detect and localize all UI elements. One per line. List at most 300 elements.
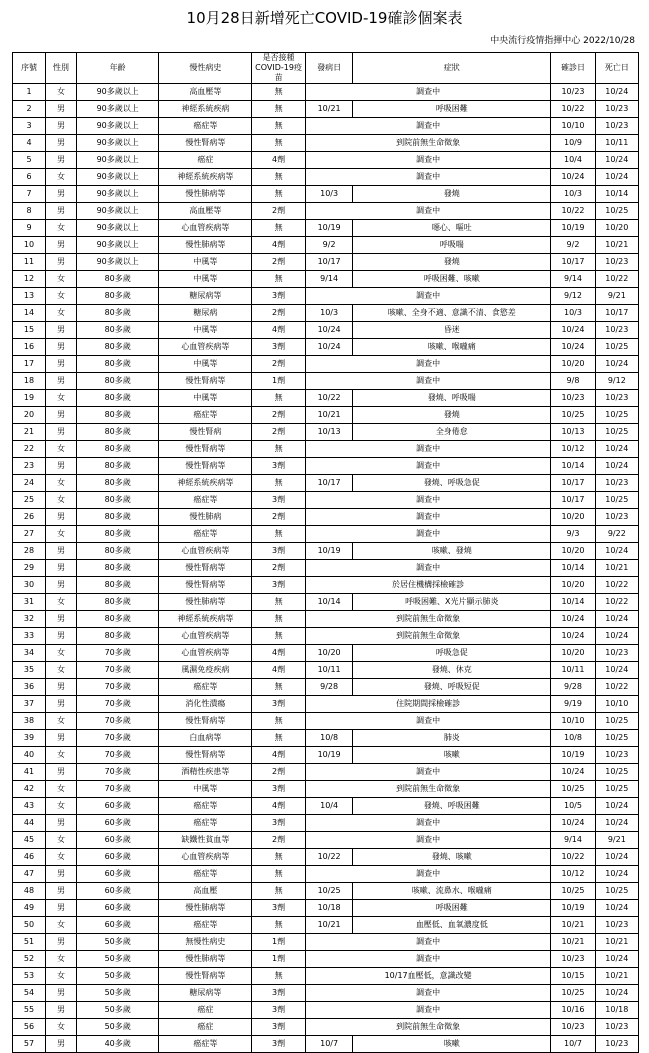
cell-sex: 男 [46,696,77,713]
cell-confirm-date: 9/8 [551,373,595,390]
table-row [13,220,639,237]
cell-confirm-date: 9/19 [551,696,595,713]
cell-serial: 9 [13,220,46,237]
cell-age: 50多歲 [76,1019,159,1036]
cell-death-date: 10/22 [595,577,638,594]
cell-vaccine: 1劑 [252,951,306,968]
cell-symptoms: 發燒、呼吸短促 [353,679,551,696]
cell-sex: 男 [46,611,77,628]
cell-sex: 女 [46,271,77,288]
cell-sex: 女 [46,917,77,934]
cell-age: 80多歲 [76,424,159,441]
cell-vaccine: 3劑 [252,1019,306,1036]
table-row [13,152,639,169]
cell-history: 高血壓等 [159,84,252,101]
cell-death-date: 9/12 [595,373,638,390]
cell-sex: 男 [46,135,77,152]
cell-age: 80多歲 [76,407,159,424]
cell-death-date: 10/22 [595,679,638,696]
cell-history: 慢性肺病等 [159,900,252,917]
cell-serial: 8 [13,203,46,220]
cell-sex: 男 [46,152,77,169]
cell-confirm-date: 9/3 [551,526,595,543]
cell-confirm-date: 10/12 [551,866,595,883]
cell-age: 80多歲 [76,322,159,339]
cell-symptoms: 到院前無生命徵象 [305,611,550,628]
cell-serial: 2 [13,101,46,118]
table-row [13,339,639,356]
cell-confirm-date: 10/20 [551,509,595,526]
cell-serial: 19 [13,390,46,407]
table-row [13,526,639,543]
cell-serial: 22 [13,441,46,458]
table-row [13,101,639,118]
cell-death-date: 10/24 [595,152,638,169]
cell-vaccine: 無 [252,594,306,611]
table-row [13,186,639,203]
cell-serial: 32 [13,611,46,628]
cell-history: 慢性腎病等 [159,577,252,594]
cell-confirm-date: 10/14 [551,560,595,577]
cell-age: 70多歲 [76,747,159,764]
cell-death-date: 10/23 [595,475,638,492]
cell-age: 70多歲 [76,713,159,730]
cell-onset: 10/17 [305,254,352,271]
cell-onset: 10/14 [305,594,352,611]
cell-history: 缺鐵性貧血等 [159,832,252,849]
cell-confirm-date: 9/28 [551,679,595,696]
cell-symptoms: 調查中 [305,288,550,305]
cell-death-date: 10/24 [595,458,638,475]
cell-confirm-date: 10/19 [551,900,595,917]
cell-symptoms: 調查中 [305,169,550,186]
cell-history: 癌症 [159,1019,252,1036]
cell-age: 80多歲 [76,339,159,356]
cell-age: 80多歲 [76,526,159,543]
cell-vaccine: 無 [252,84,306,101]
cell-age: 80多歲 [76,271,159,288]
cell-age: 50多歲 [76,934,159,951]
cell-death-date: 10/24 [595,611,638,628]
cell-death-date: 10/24 [595,356,638,373]
cell-confirm-date: 10/25 [551,781,595,798]
cell-confirm-date: 10/17 [551,492,595,509]
cell-history: 癌症等 [159,407,252,424]
cell-sex: 女 [46,475,77,492]
cell-death-date: 10/24 [595,900,638,917]
cell-onset: 10/22 [305,849,352,866]
cell-death-date: 9/22 [595,526,638,543]
cell-symptoms: 昏迷 [353,322,551,339]
cell-vaccine: 3劑 [252,288,306,305]
cell-serial: 26 [13,509,46,526]
cell-serial: 34 [13,645,46,662]
cell-sex: 男 [46,883,77,900]
cell-serial: 28 [13,543,46,560]
cell-age: 90多歲以上 [76,186,159,203]
cell-age: 60多歲 [76,849,159,866]
table-row [13,594,639,611]
cell-sex: 女 [46,390,77,407]
cell-vaccine: 3劑 [252,781,306,798]
cell-confirm-date: 10/3 [551,186,595,203]
cell-vaccine: 2劑 [252,407,306,424]
cell-serial: 16 [13,339,46,356]
cell-sex: 男 [46,186,77,203]
cell-death-date: 10/25 [595,424,638,441]
cell-symptoms: 調查中 [305,560,550,577]
cell-serial: 1 [13,84,46,101]
cell-symptoms: 調查中 [305,509,550,526]
cell-symptoms: 調查中 [305,373,550,390]
cell-symptoms: 咳嗽、發燒 [353,543,551,560]
cell-confirm-date: 10/17 [551,475,595,492]
cell-sex: 女 [46,781,77,798]
cell-history: 白血病等 [159,730,252,747]
cell-vaccine: 2劑 [252,305,306,322]
cell-death-date: 10/24 [595,543,638,560]
table-row [13,322,639,339]
cell-onset: 10/4 [305,798,352,815]
cell-confirm-date: 10/24 [551,169,595,186]
cell-death-date: 10/24 [595,84,638,101]
cell-sex: 女 [46,798,77,815]
cell-symptoms: 咳嗽 [353,1036,551,1053]
cell-onset: 9/28 [305,679,352,696]
cell-serial: 6 [13,169,46,186]
cell-confirm-date: 10/23 [551,390,595,407]
cell-vaccine: 3劑 [252,1036,306,1053]
cell-confirm-date: 10/20 [551,577,595,594]
table-row [13,118,639,135]
table-row [13,135,639,152]
cell-death-date: 10/24 [595,798,638,815]
cell-vaccine: 3劑 [252,339,306,356]
cell-onset: 10/11 [305,662,352,679]
cell-vaccine: 無 [252,917,306,934]
cell-age: 80多歲 [76,594,159,611]
cell-symptoms: 發燒 [353,407,551,424]
cell-symptoms: 呼吸困難 [353,900,551,917]
table-row [13,849,639,866]
cell-history: 中風等 [159,390,252,407]
cell-symptoms: 調查中 [305,203,550,220]
table-row [13,679,639,696]
cell-sex: 女 [46,951,77,968]
cell-death-date: 10/23 [595,390,638,407]
cell-history: 慢性腎病等 [159,747,252,764]
cell-death-date: 9/21 [595,832,638,849]
cell-confirm-date: 9/14 [551,271,595,288]
cell-serial: 37 [13,696,46,713]
table-body [13,84,639,1053]
cell-death-date: 10/25 [595,764,638,781]
cell-vaccine: 3劑 [252,1002,306,1019]
cell-sex: 男 [46,373,77,390]
cell-onset: 10/3 [305,186,352,203]
cell-serial: 20 [13,407,46,424]
cell-age: 70多歲 [76,696,159,713]
table-row [13,815,639,832]
cell-onset: 10/13 [305,424,352,441]
cell-sex: 女 [46,747,77,764]
cell-serial: 33 [13,628,46,645]
cell-serial: 41 [13,764,46,781]
cell-confirm-date: 10/24 [551,339,595,356]
cell-vaccine: 2劑 [252,356,306,373]
cell-age: 90多歲以上 [76,84,159,101]
cell-age: 80多歲 [76,611,159,628]
cell-history: 慢性肺病等 [159,186,252,203]
cell-vaccine: 無 [252,441,306,458]
cell-vaccine: 無 [252,713,306,730]
cell-onset: 10/8 [305,730,352,747]
cell-onset: 10/25 [305,883,352,900]
cell-age: 60多歲 [76,917,159,934]
cell-onset: 10/22 [305,390,352,407]
cell-onset: 10/21 [305,917,352,934]
cell-symptoms: 調查中 [305,1002,550,1019]
cell-death-date: 10/23 [595,1036,638,1053]
cell-confirm-date: 10/24 [551,628,595,645]
cell-vaccine: 3劑 [252,900,306,917]
cell-symptoms: 調查中 [305,84,550,101]
cell-age: 90多歲以上 [76,152,159,169]
cell-serial: 55 [13,1002,46,1019]
cell-confirm-date: 10/25 [551,883,595,900]
cell-confirm-date: 10/20 [551,356,595,373]
cell-vaccine: 1劑 [252,934,306,951]
cell-vaccine: 4劑 [252,152,306,169]
table-row [13,356,639,373]
cell-symptoms: 呼吸困難 [353,101,551,118]
table-row [13,254,639,271]
cell-symptoms: 調查中 [305,832,550,849]
cell-serial: 50 [13,917,46,934]
cell-sex: 女 [46,713,77,730]
cell-serial: 36 [13,679,46,696]
cell-symptoms: 10/17血壓低，意識改變 [305,968,550,985]
cell-vaccine: 4劑 [252,798,306,815]
cell-age: 60多歲 [76,798,159,815]
cell-vaccine: 無 [252,628,306,645]
cell-death-date: 10/24 [595,662,638,679]
cell-history: 糖尿病 [159,305,252,322]
cell-vaccine: 4劑 [252,747,306,764]
cell-vaccine: 2劑 [252,509,306,526]
cell-death-date: 10/23 [595,645,638,662]
cell-sex: 男 [46,679,77,696]
cell-onset: 10/24 [305,322,352,339]
cell-age: 70多歲 [76,662,159,679]
cell-sex: 男 [46,458,77,475]
cell-sex: 男 [46,900,77,917]
cell-serial: 51 [13,934,46,951]
cell-sex: 男 [46,101,77,118]
cell-death-date: 10/21 [595,237,638,254]
table-row [13,84,639,101]
cell-sex: 男 [46,509,77,526]
cell-vaccine: 無 [252,526,306,543]
cell-serial: 48 [13,883,46,900]
cell-sex: 男 [46,628,77,645]
cell-confirm-date: 10/10 [551,118,595,135]
cell-history: 風濕免疫疾病 [159,662,252,679]
cell-vaccine: 無 [252,169,306,186]
cell-sex: 男 [46,764,77,781]
cell-history: 癌症等 [159,866,252,883]
cell-serial: 11 [13,254,46,271]
cell-serial: 52 [13,951,46,968]
cell-vaccine: 3劑 [252,458,306,475]
cell-confirm-date: 10/21 [551,917,595,934]
cell-symptoms: 調查中 [305,441,550,458]
cell-serial: 17 [13,356,46,373]
cell-serial: 5 [13,152,46,169]
cell-confirm-date: 10/8 [551,730,595,747]
table-row [13,1036,639,1053]
cell-death-date: 10/25 [595,883,638,900]
cell-vaccine: 4劑 [252,237,306,254]
cell-symptoms: 調查中 [305,985,550,1002]
cell-symptoms: 全身倦怠 [353,424,551,441]
cell-sex: 男 [46,577,77,594]
cell-history: 慢性腎病等 [159,713,252,730]
cell-vaccine: 無 [252,118,306,135]
cell-sex: 女 [46,288,77,305]
cell-symptoms: 到院前無生命徵象 [305,628,550,645]
cell-symptoms: 調查中 [305,492,550,509]
cell-serial: 12 [13,271,46,288]
table-row [13,611,639,628]
table-row [13,560,639,577]
cell-age: 70多歲 [76,679,159,696]
cell-serial: 56 [13,1019,46,1036]
cell-serial: 3 [13,118,46,135]
cell-age: 80多歲 [76,356,159,373]
cell-sex: 女 [46,662,77,679]
cell-symptoms: 調查中 [305,764,550,781]
cell-death-date: 10/23 [595,917,638,934]
table-row [13,390,639,407]
cell-age: 80多歲 [76,475,159,492]
table-row [13,662,639,679]
cell-age: 90多歲以上 [76,118,159,135]
cell-age: 80多歲 [76,560,159,577]
cell-age: 80多歲 [76,288,159,305]
cell-age: 80多歲 [76,441,159,458]
cell-confirm-date: 10/12 [551,441,595,458]
table-row [13,305,639,322]
cell-age: 50多歲 [76,951,159,968]
table-row [13,1002,639,1019]
cell-serial: 29 [13,560,46,577]
table-row [13,917,639,934]
cell-sex: 男 [46,560,77,577]
cell-serial: 54 [13,985,46,1002]
table-header-row [13,53,639,84]
cell-onset: 10/19 [305,543,352,560]
table-row [13,288,639,305]
cell-confirm-date: 10/5 [551,798,595,815]
cell-sex: 男 [46,1036,77,1053]
cell-death-date: 10/17 [595,305,638,322]
cell-confirm-date: 10/22 [551,101,595,118]
cell-confirm-date: 10/14 [551,594,595,611]
cell-age: 80多歲 [76,543,159,560]
table-row [13,951,639,968]
cell-history: 癌症等 [159,492,252,509]
header-symptoms: 症狀 [353,53,551,84]
header-onset: 發病日 [305,53,352,84]
cell-vaccine: 1劑 [252,373,306,390]
cell-symptoms: 呼吸困難、X光片顯示肺炎 [353,594,551,611]
cell-confirm-date: 10/9 [551,135,595,152]
cell-death-date: 10/25 [595,339,638,356]
cell-death-date: 10/24 [595,951,638,968]
cell-sex: 男 [46,118,77,135]
cell-death-date: 10/23 [595,1019,638,1036]
header-death-date: 死亡日 [595,53,638,84]
cell-vaccine: 2劑 [252,254,306,271]
cell-death-date: 10/23 [595,747,638,764]
cell-history: 心血管疾病等 [159,645,252,662]
cell-symptoms: 到院前無生命徵象 [305,135,550,152]
cell-death-date: 10/23 [595,101,638,118]
cell-sex: 男 [46,356,77,373]
cell-symptoms: 調查中 [305,951,550,968]
cell-death-date: 10/25 [595,781,638,798]
table-row [13,934,639,951]
cell-confirm-date: 10/3 [551,305,595,322]
cell-onset: 10/19 [305,747,352,764]
cell-serial: 40 [13,747,46,764]
cell-confirm-date: 10/14 [551,458,595,475]
cell-death-date: 10/21 [595,560,638,577]
cell-history: 神經系統疾病等 [159,611,252,628]
cell-age: 60多歲 [76,866,159,883]
cell-death-date: 10/23 [595,322,638,339]
cell-symptoms: 呼吸喘 [353,237,551,254]
cell-age: 90多歲以上 [76,203,159,220]
cell-history: 癌症等 [159,526,252,543]
table-row [13,747,639,764]
cell-history: 心血管疾病等 [159,220,252,237]
table-row [13,543,639,560]
cell-history: 中風等 [159,322,252,339]
cell-symptoms: 調查中 [305,934,550,951]
cell-age: 90多歲以上 [76,101,159,118]
cell-sex: 男 [46,985,77,1002]
table-row [13,237,639,254]
cell-age: 80多歲 [76,305,159,322]
cell-age: 50多歲 [76,985,159,1002]
cell-death-date: 10/25 [595,730,638,747]
cell-history: 糖尿病等 [159,985,252,1002]
cell-symptoms: 咳嗽、全身不適、意識不清、食慾差 [353,305,551,322]
cell-vaccine: 無 [252,968,306,985]
cell-symptoms: 調查中 [305,356,550,373]
cell-age: 80多歲 [76,577,159,594]
cell-serial: 45 [13,832,46,849]
cell-confirm-date: 10/24 [551,322,595,339]
cell-serial: 42 [13,781,46,798]
cell-history: 癌症 [159,1002,252,1019]
cell-sex: 女 [46,645,77,662]
cell-symptoms: 到院前無生命徵象 [305,781,550,798]
cell-confirm-date: 10/22 [551,849,595,866]
cell-death-date: 10/22 [595,271,638,288]
